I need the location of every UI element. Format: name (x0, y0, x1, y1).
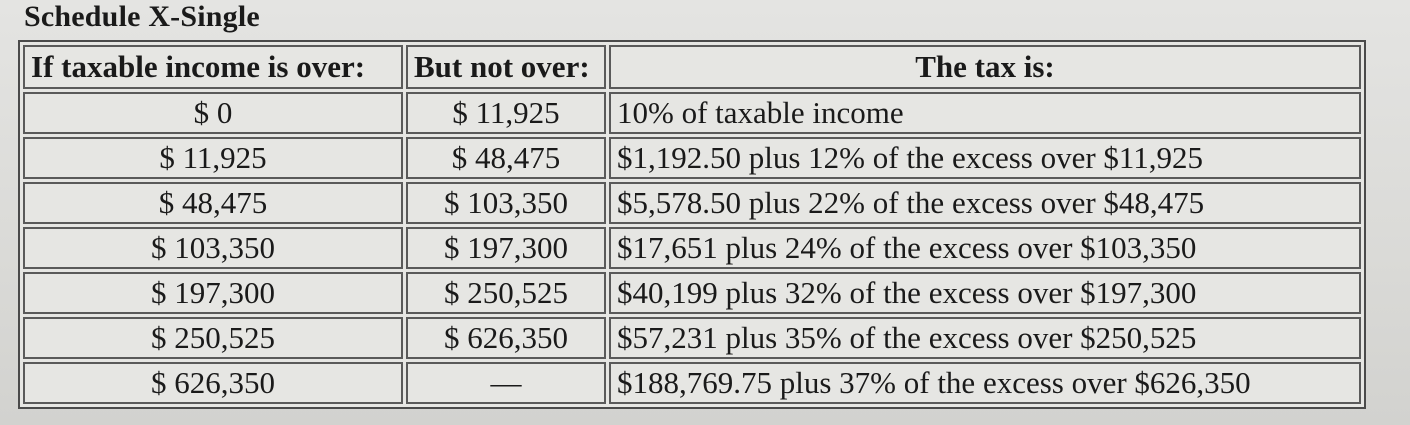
cell-income-over: $ 48,475 (23, 182, 403, 224)
table-row (23, 92, 1361, 134)
table-row (23, 272, 1361, 314)
cell-tax-is: 10% of taxable income (609, 92, 1361, 134)
cell-income-over: $ 626,350 (23, 362, 403, 404)
cell-income-over: $ 197,300 (23, 272, 403, 314)
header-income-over: If taxable income is over: (23, 45, 403, 89)
table-header-row (23, 45, 1361, 89)
cell-income-over: $ 250,525 (23, 317, 403, 359)
cell-income-over: $ 11,925 (23, 137, 403, 179)
cell-not-over: $ 250,525 (406, 272, 606, 314)
tax-rate-table (18, 40, 1366, 409)
header-not-over: But not over: (406, 45, 606, 89)
cell-tax-is: $40,199 plus 32% of the excess over $197,300 (609, 272, 1361, 314)
cell-not-over: $ 197,300 (406, 227, 606, 269)
table-row (23, 362, 1361, 404)
cell-tax-is: $17,651 plus 24% of the excess over $103,350 (609, 227, 1361, 269)
table-row (23, 137, 1361, 179)
cell-not-over: — (406, 362, 606, 404)
cell-tax-is: $57,231 plus 35% of the excess over $250,525 (609, 317, 1361, 359)
table-row (23, 227, 1361, 269)
schedule-title: Schedule X-Single (24, 0, 260, 33)
cell-tax-is: $5,578.50 plus 22% of the excess over $48,475 (609, 182, 1361, 224)
cell-tax-is: $1,192.50 plus 12% of the excess over $11,925 (609, 137, 1361, 179)
table-row (23, 317, 1361, 359)
cell-income-over: $ 103,350 (23, 227, 403, 269)
header-tax-is: The tax is: (609, 45, 1361, 89)
cell-income-over: $ 0 (23, 92, 403, 134)
cell-not-over: $ 103,350 (406, 182, 606, 224)
cell-not-over: $ 11,925 (406, 92, 606, 134)
cell-not-over: $ 48,475 (406, 137, 606, 179)
cell-tax-is: $188,769.75 plus 37% of the excess over $626,350 (609, 362, 1361, 404)
cell-not-over: $ 626,350 (406, 317, 606, 359)
table-row (23, 182, 1361, 224)
